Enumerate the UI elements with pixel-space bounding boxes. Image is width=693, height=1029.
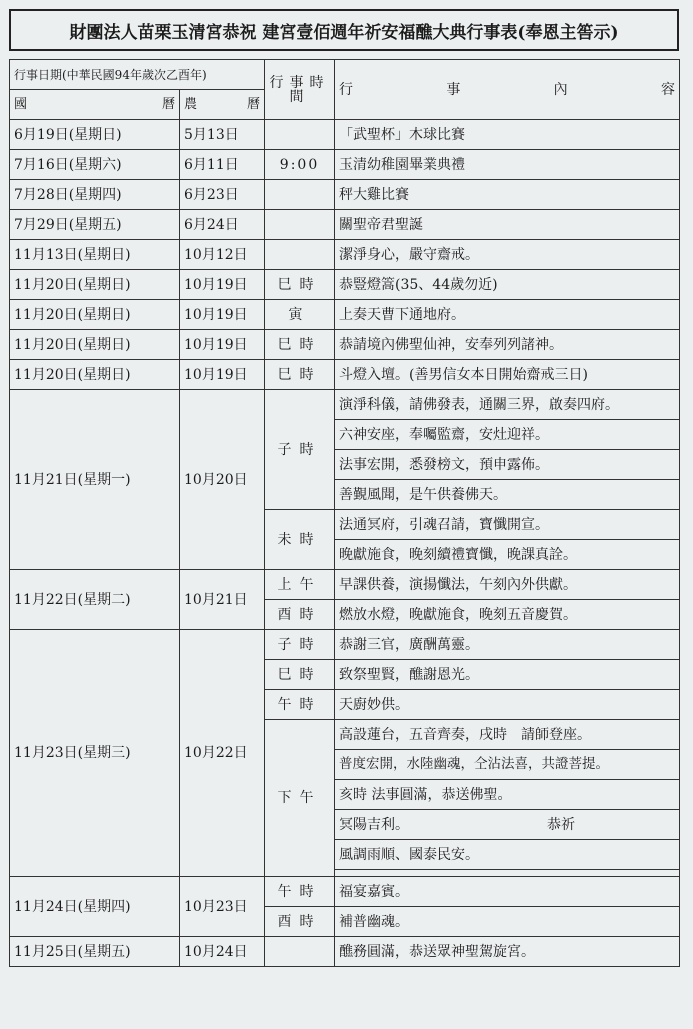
row-event: 「武聖杯」木球比賽 <box>335 120 680 150</box>
row-lunar: 10月12日 <box>180 240 265 270</box>
row-event: 恭請境內佛聖仙神，安奉列列諸神。 <box>335 330 680 360</box>
row-time: 午時 <box>265 690 335 720</box>
row-event: 醮務圓滿，恭送眾神聖駕旋宮。 <box>335 937 680 967</box>
row-event: 法事宏開，悉發榜文，預申露佈。 <box>335 450 680 480</box>
row-time <box>265 120 335 150</box>
row-event: 普度宏開，水陸幽魂，仝沾法喜，共證菩提。 <box>335 750 680 780</box>
row-time: 未時 <box>265 510 335 570</box>
row-event: 福宴嘉賓。 <box>335 877 680 907</box>
row-time: 酉時 <box>265 907 335 937</box>
row-event: 玉清幼稚園畢業典禮 <box>335 150 680 180</box>
row-lunar: 6月24日 <box>180 210 265 240</box>
row-lunar: 10月20日 <box>180 390 265 570</box>
row-time: 上午 <box>265 570 335 600</box>
header-lunar: 農曆 <box>180 90 265 120</box>
row-time: 子時 <box>265 390 335 510</box>
row-event: 六神安座，奉囑監齋，安灶迎祥。 <box>335 420 680 450</box>
row-time: 巳時 <box>265 360 335 390</box>
row-date: 11月20日(星期日) <box>10 300 180 330</box>
row-date: 11月24日(星期四) <box>10 877 180 937</box>
blessing-text: 冥陽吉利。 <box>339 816 410 833</box>
row-lunar: 6月23日 <box>180 180 265 210</box>
row-time: 寅 <box>265 300 335 330</box>
row-lunar: 10月24日 <box>180 937 265 967</box>
table-row <box>10 180 680 210</box>
header-date-range: 行事日期(中華民國94年歲次乙酉年) <box>10 60 265 90</box>
table-row <box>10 330 680 360</box>
row-event: 早課供養，演揚懺法，午刻內外供獻。 <box>335 570 680 600</box>
row-event: 法通冥府，引魂召請，寶懺開宣。 <box>335 510 680 540</box>
row-event: 天廚妙供。 <box>335 690 680 720</box>
table-row <box>10 570 680 600</box>
table-row <box>10 360 680 390</box>
row-date: 11月25日(星期五) <box>10 937 180 967</box>
row-event: 晚獻施食，晚刻續禮寶懺，晚課真詮。 <box>335 540 680 570</box>
row-lunar: 10月19日 <box>180 300 265 330</box>
row-event: 演淨科儀，請佛發表，通關三界，啟奏四府。 <box>335 390 680 420</box>
table-row <box>10 877 680 907</box>
table-row <box>10 270 680 300</box>
document-title: 財團法人苗栗玉清宮恭祝 建宮壹佰週年祈安福醮大典行事表(奉恩主筶示) <box>9 9 679 51</box>
schedule-table <box>9 59 680 967</box>
row-date: 11月23日(星期三) <box>10 630 180 877</box>
row-event: 風調雨順、國泰民安。 <box>335 840 680 870</box>
row-time: 午時 <box>265 877 335 907</box>
row-time <box>265 937 335 967</box>
row-event: 上奏天曹下通地府。 <box>335 300 680 330</box>
row-event: 秤大雞比賽 <box>335 180 680 210</box>
row-event-spacer <box>335 870 680 877</box>
row-date: 7月29日(星期五) <box>10 210 180 240</box>
header-time: 行事時間 <box>265 60 335 120</box>
row-date: 6月19日(星期日) <box>10 120 180 150</box>
row-time: 9:00 <box>265 150 335 180</box>
row-event: 關聖帝君聖誕 <box>335 210 680 240</box>
row-event-sign <box>335 810 680 840</box>
row-date: 11月20日(星期日) <box>10 270 180 300</box>
row-date: 11月20日(星期日) <box>10 360 180 390</box>
row-date: 11月20日(星期日) <box>10 330 180 360</box>
table-row <box>10 937 680 967</box>
row-lunar: 6月11日 <box>180 150 265 180</box>
row-time: 巳時 <box>265 270 335 300</box>
row-date: 7月28日(星期四) <box>10 180 180 210</box>
row-date: 11月22日(星期二) <box>10 570 180 630</box>
row-lunar: 10月21日 <box>180 570 265 630</box>
row-time <box>265 210 335 240</box>
header-gregorian: 國曆 <box>10 90 180 120</box>
row-lunar: 5月13日 <box>180 120 265 150</box>
row-time: 下午 <box>265 720 335 877</box>
header-content: 行事內容 <box>335 60 680 120</box>
row-lunar: 10月22日 <box>180 630 265 877</box>
table-row <box>10 240 680 270</box>
row-event: 恭豎燈篙(35、44歲勿近) <box>335 270 680 300</box>
row-event: 斗燈入壇。(善男信女本日開始齋戒三日) <box>335 360 680 390</box>
row-time: 巳時 <box>265 330 335 360</box>
table-row <box>10 210 680 240</box>
row-event: 致祭聖賢，醮謝恩光。 <box>335 660 680 690</box>
row-event: 亥時 法事圓滿，恭送佛聖。 <box>335 780 680 810</box>
row-event: 補普幽魂。 <box>335 907 680 937</box>
row-time: 巳時 <box>265 660 335 690</box>
row-time: 酉時 <box>265 600 335 630</box>
table-row <box>10 300 680 330</box>
blessing-pray: 恭祈 <box>547 816 576 833</box>
row-time <box>265 240 335 270</box>
row-event: 潔淨身心，嚴守齋戒。 <box>335 240 680 270</box>
row-time <box>265 180 335 210</box>
table-row <box>10 390 680 420</box>
row-event: 恭謝三官，廣酬萬靈。 <box>335 630 680 660</box>
table-row <box>10 120 680 150</box>
row-event: 善覲風聞，是午供養佛天。 <box>335 480 680 510</box>
row-time: 子時 <box>265 630 335 660</box>
row-date: 11月21日(星期一) <box>10 390 180 570</box>
row-date: 7月16日(星期六) <box>10 150 180 180</box>
row-lunar: 10月19日 <box>180 330 265 360</box>
row-lunar: 10月19日 <box>180 270 265 300</box>
table-row <box>10 150 680 180</box>
row-event: 燃放水燈，晚獻施食，晚刻五音慶賀。 <box>335 600 680 630</box>
row-date: 11月13日(星期日) <box>10 240 180 270</box>
row-event: 高設蓮台，五音齊奏，戌時 請師登座。 <box>335 720 680 750</box>
row-lunar: 10月19日 <box>180 360 265 390</box>
table-row <box>10 630 680 660</box>
row-lunar: 10月23日 <box>180 877 265 937</box>
